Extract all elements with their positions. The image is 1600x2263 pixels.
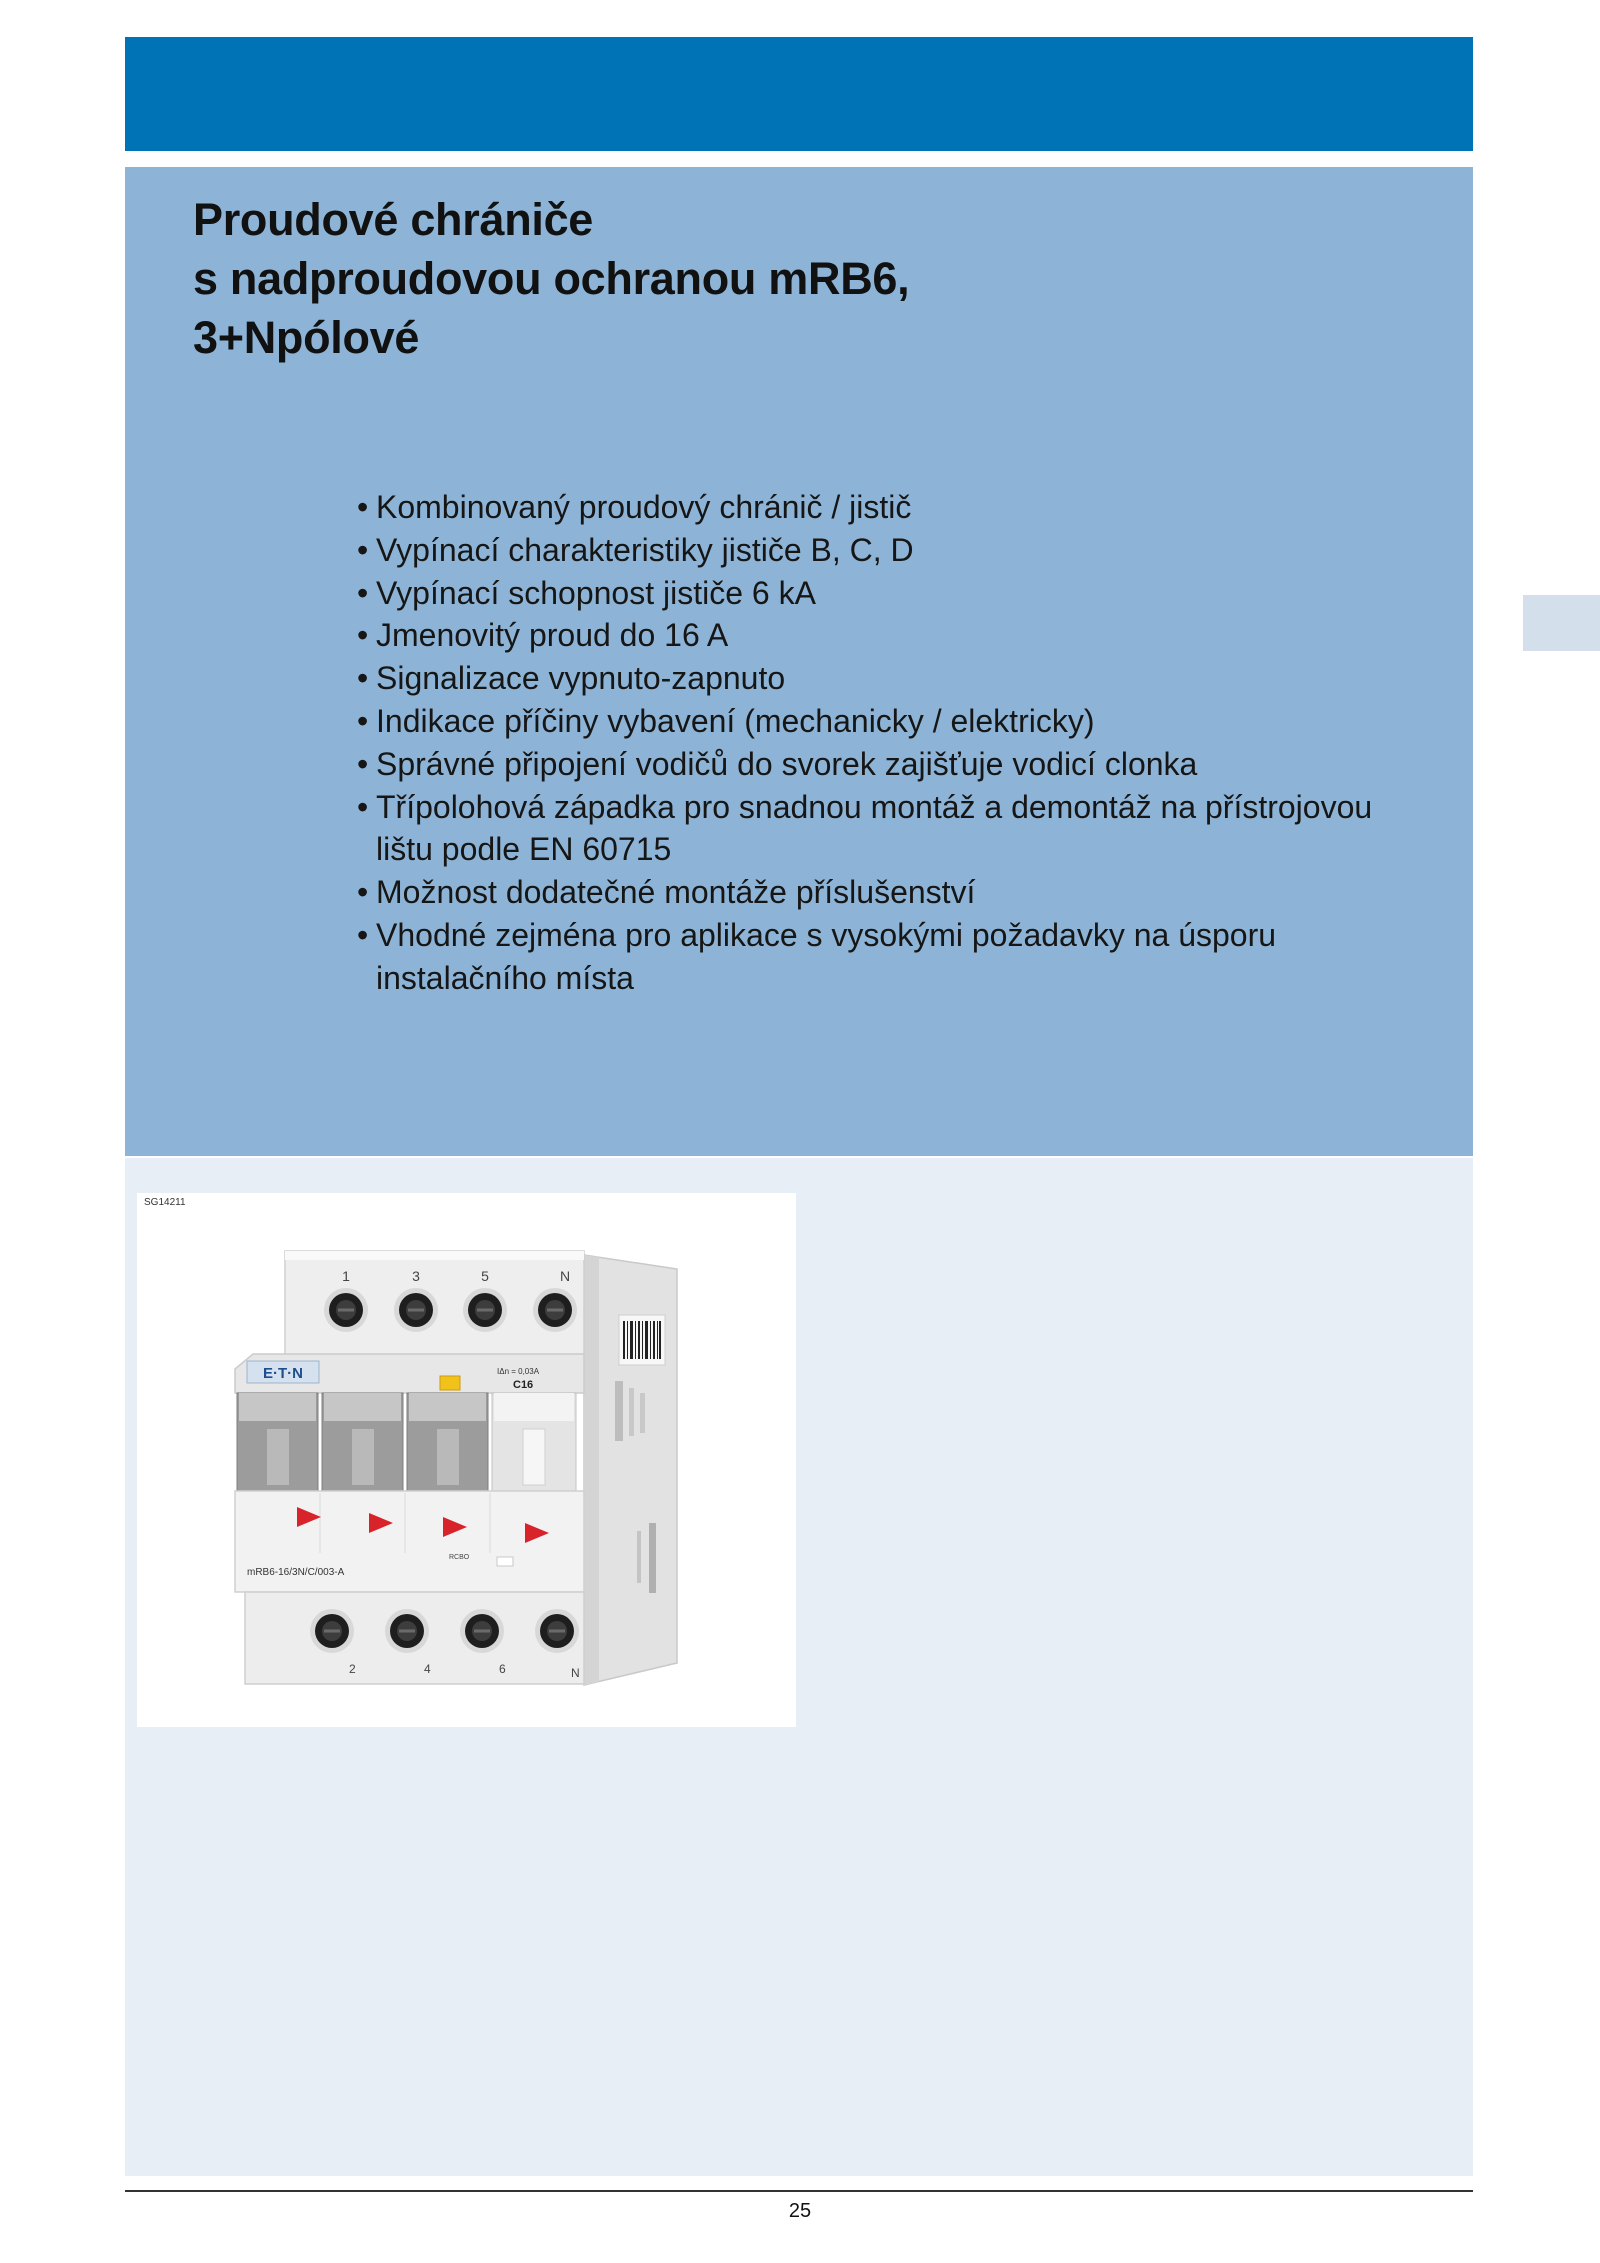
terminal-label: 1 (342, 1268, 350, 1284)
title-line: s nadproudovou ochranou mRB6, (193, 253, 910, 304)
feature-item-text: • Indikace příčiny vybavení (mechanicky / elektricky) (376, 702, 1095, 739)
title-line: 3+Npólové (193, 312, 420, 363)
terminal-label: 6 (499, 1662, 506, 1676)
footer-rule (125, 2190, 1473, 2192)
terminal-label: 5 (481, 1268, 489, 1284)
feature-item (357, 871, 1372, 914)
terminal-label: 4 (424, 1662, 431, 1676)
product-image (137, 1193, 796, 1727)
terminal-screw (310, 1609, 354, 1653)
feature-item-text: • Vypínací schopnost jističe 6 kA (376, 574, 816, 611)
chapter-tab (1523, 595, 1600, 651)
title-line: Proudové chrániče (193, 194, 594, 245)
terminal-screw (394, 1288, 438, 1332)
rating-label: C16 (513, 1379, 534, 1391)
terminal-screw (463, 1288, 507, 1332)
feature-item-text: • Správné připojení vodičů do svorek zajišťuje vodicí clonka (376, 745, 1198, 782)
svg-text:E·T·N: E·T·N (263, 1365, 303, 1382)
test-button (440, 1376, 460, 1390)
feature-item (357, 529, 1372, 572)
feature-item-text: • Možnost dodatečné montáže příslušenství (376, 874, 976, 911)
terminal-screw (385, 1609, 429, 1653)
feature-item-text: • Kombinovaný proudový chránič / jistič (376, 489, 912, 525)
hero-panel (125, 167, 1473, 1156)
feature-item-text: • Jmenovitý proud do 16 A (376, 617, 729, 654)
feature-item-text: • Vypínací charakteristiky jističe B, C, D (376, 531, 914, 568)
feature-item (357, 657, 1372, 700)
feature-item-text: lištu podle EN 60715 (376, 831, 672, 868)
feature-item-text: • Signalizace vypnuto-zapnuto (376, 660, 786, 697)
barcode-sticker (619, 1315, 665, 1365)
feature-item-text: • Vhodné zejména pro aplikace s vysokými požadavky na úsporu (376, 916, 1277, 953)
rcbo-device-illustration (137, 1193, 796, 1727)
indicator-window (497, 1557, 513, 1566)
feature-item (357, 700, 1372, 743)
feature-item-text: instalačního místa (376, 959, 634, 996)
terminal-label: N (559, 1268, 571, 1284)
page-title (193, 190, 909, 367)
top-terminal-highlight (285, 1251, 584, 1260)
sensitivity-label: IΔn = 0,03A (497, 1367, 540, 1376)
feature-item (357, 614, 1372, 657)
type-label: RCBO (449, 1554, 470, 1561)
header-bar (125, 37, 1473, 151)
terminal-screw (533, 1288, 577, 1332)
model-label: mRB6-16/3N/C/003-A (247, 1567, 345, 1578)
feature-item (357, 914, 1372, 1000)
terminal-screw (324, 1288, 368, 1332)
terminal-label: 2 (349, 1662, 356, 1676)
terminal-label: N (571, 1666, 580, 1680)
switch-handle (322, 1393, 403, 1491)
feature-item (357, 743, 1372, 786)
terminal-screw (460, 1609, 504, 1653)
terminal-screw (535, 1609, 579, 1653)
switch-handle (237, 1393, 318, 1491)
feature-list (357, 486, 1372, 1000)
feature-item-text: • Třípolohová západka pro snadnou montáž a demontáž na přístrojovou (376, 788, 1373, 825)
terminal-label: 3 (412, 1268, 420, 1284)
neutral-handle (492, 1393, 576, 1491)
feature-item (357, 572, 1372, 615)
eaton-logo (247, 1361, 319, 1383)
image-code-label: SG14211 (144, 1197, 186, 1208)
lower-panel (125, 1158, 1473, 2176)
feature-item (357, 486, 1372, 529)
device-side-shade (584, 1255, 599, 1685)
switch-handle (407, 1393, 488, 1491)
page-number: 25 (788, 2200, 812, 2222)
feature-item (357, 786, 1372, 872)
